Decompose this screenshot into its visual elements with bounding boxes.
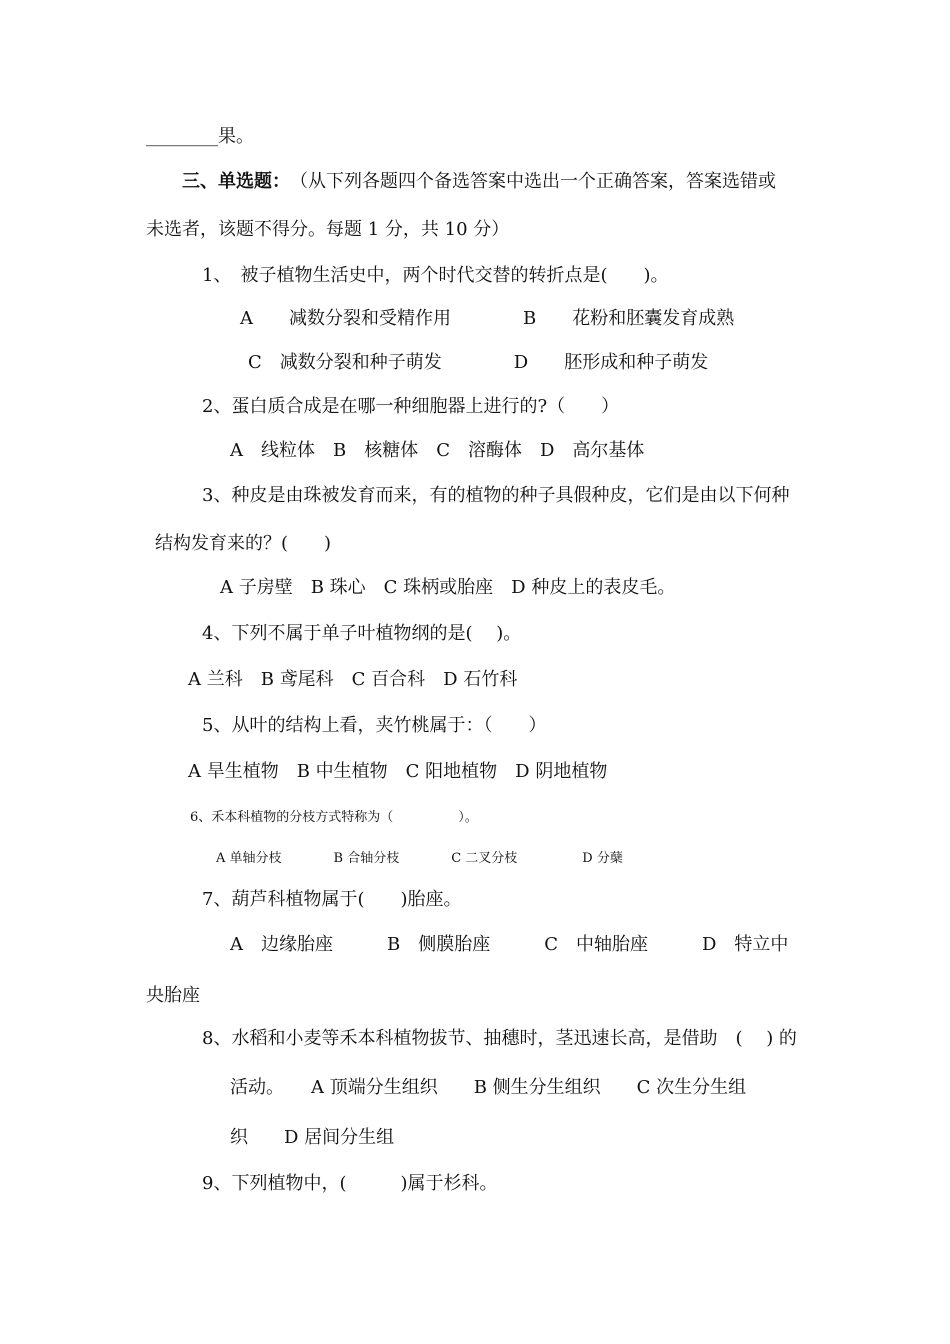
section-instructions: （从下列各题四个备选答案中选出一个正确答案，答案选错或 <box>290 171 776 192</box>
question-8-options-continued: 织 D 居间分生组 <box>230 1127 395 1148</box>
question-6-options: A 单轴分枝 B 合轴分枝 C 二叉分枝 D 分蘖 <box>216 851 623 866</box>
question-3-options: A 子房壁 B 珠心 C 珠柄或胎座 D 种皮上的表皮毛。 <box>220 577 676 598</box>
question-5: 5、从叶的结构上看，夹竹桃属于：（ ） <box>202 715 547 736</box>
question-3: 3、种皮是由珠被发育而来，有的植物的种子具假种皮，它们是由以下何种 <box>202 485 790 506</box>
question-7-options-continued: 央胎座 <box>146 985 200 1006</box>
question-7-options: A 边缘胎座 B 侧膜胎座 C 中轴胎座 D 特立中 <box>230 934 789 955</box>
question-8: 8、水稻和小麦等禾本科植物拔节、抽穗时，茎迅速长高，是借助 ( ) 的 <box>202 1028 797 1049</box>
question-1: 1、 被子植物生活史中，两个时代交替的转折点是( )。 <box>202 265 669 286</box>
question-4-options: A 兰科 B 鸢尾科 C 百合科 D 石竹科 <box>188 669 518 690</box>
question-1-options-cd: C 减数分裂和种子萌发 D 胚形成和种子萌发 <box>248 352 709 373</box>
question-9: 9、下列植物中，( )属于杉科。 <box>202 1173 498 1194</box>
question-3-continued: 结构发育来的？( ) <box>155 533 332 554</box>
section-title: 三、单选题： <box>182 171 290 192</box>
question-2-options: A 线粒体 B 核糖体 C 溶酶体 D 高尔基体 <box>230 440 645 461</box>
section-instructions-continued: 未选者，该题不得分。每题 1 分，共 10 分） <box>146 219 510 240</box>
question-4: 4、下列不属于单子叶植物纲的是( )。 <box>202 623 522 644</box>
question-8-options: 活动。 A 顶端分生组织 B 侧生分生组织 C 次生分生组 <box>230 1077 747 1098</box>
question-7: 7、葫芦科植物属于( )胎座。 <box>202 889 462 910</box>
text-line: ________果。 <box>146 126 254 147</box>
question-2: 2、蛋白质合成是在哪一种细胞器上进行的?（ ） <box>202 396 620 417</box>
question-6: 6、禾本科植物的分枝方式特称为（ ）。 <box>190 810 478 825</box>
question-5-options: A 旱生植物 B 中生植物 C 阳地植物 D 阴地植物 <box>188 761 608 782</box>
question-1-options-ab: A 减数分裂和受精作用 B 花粉和胚囊发育成熟 <box>240 308 735 329</box>
